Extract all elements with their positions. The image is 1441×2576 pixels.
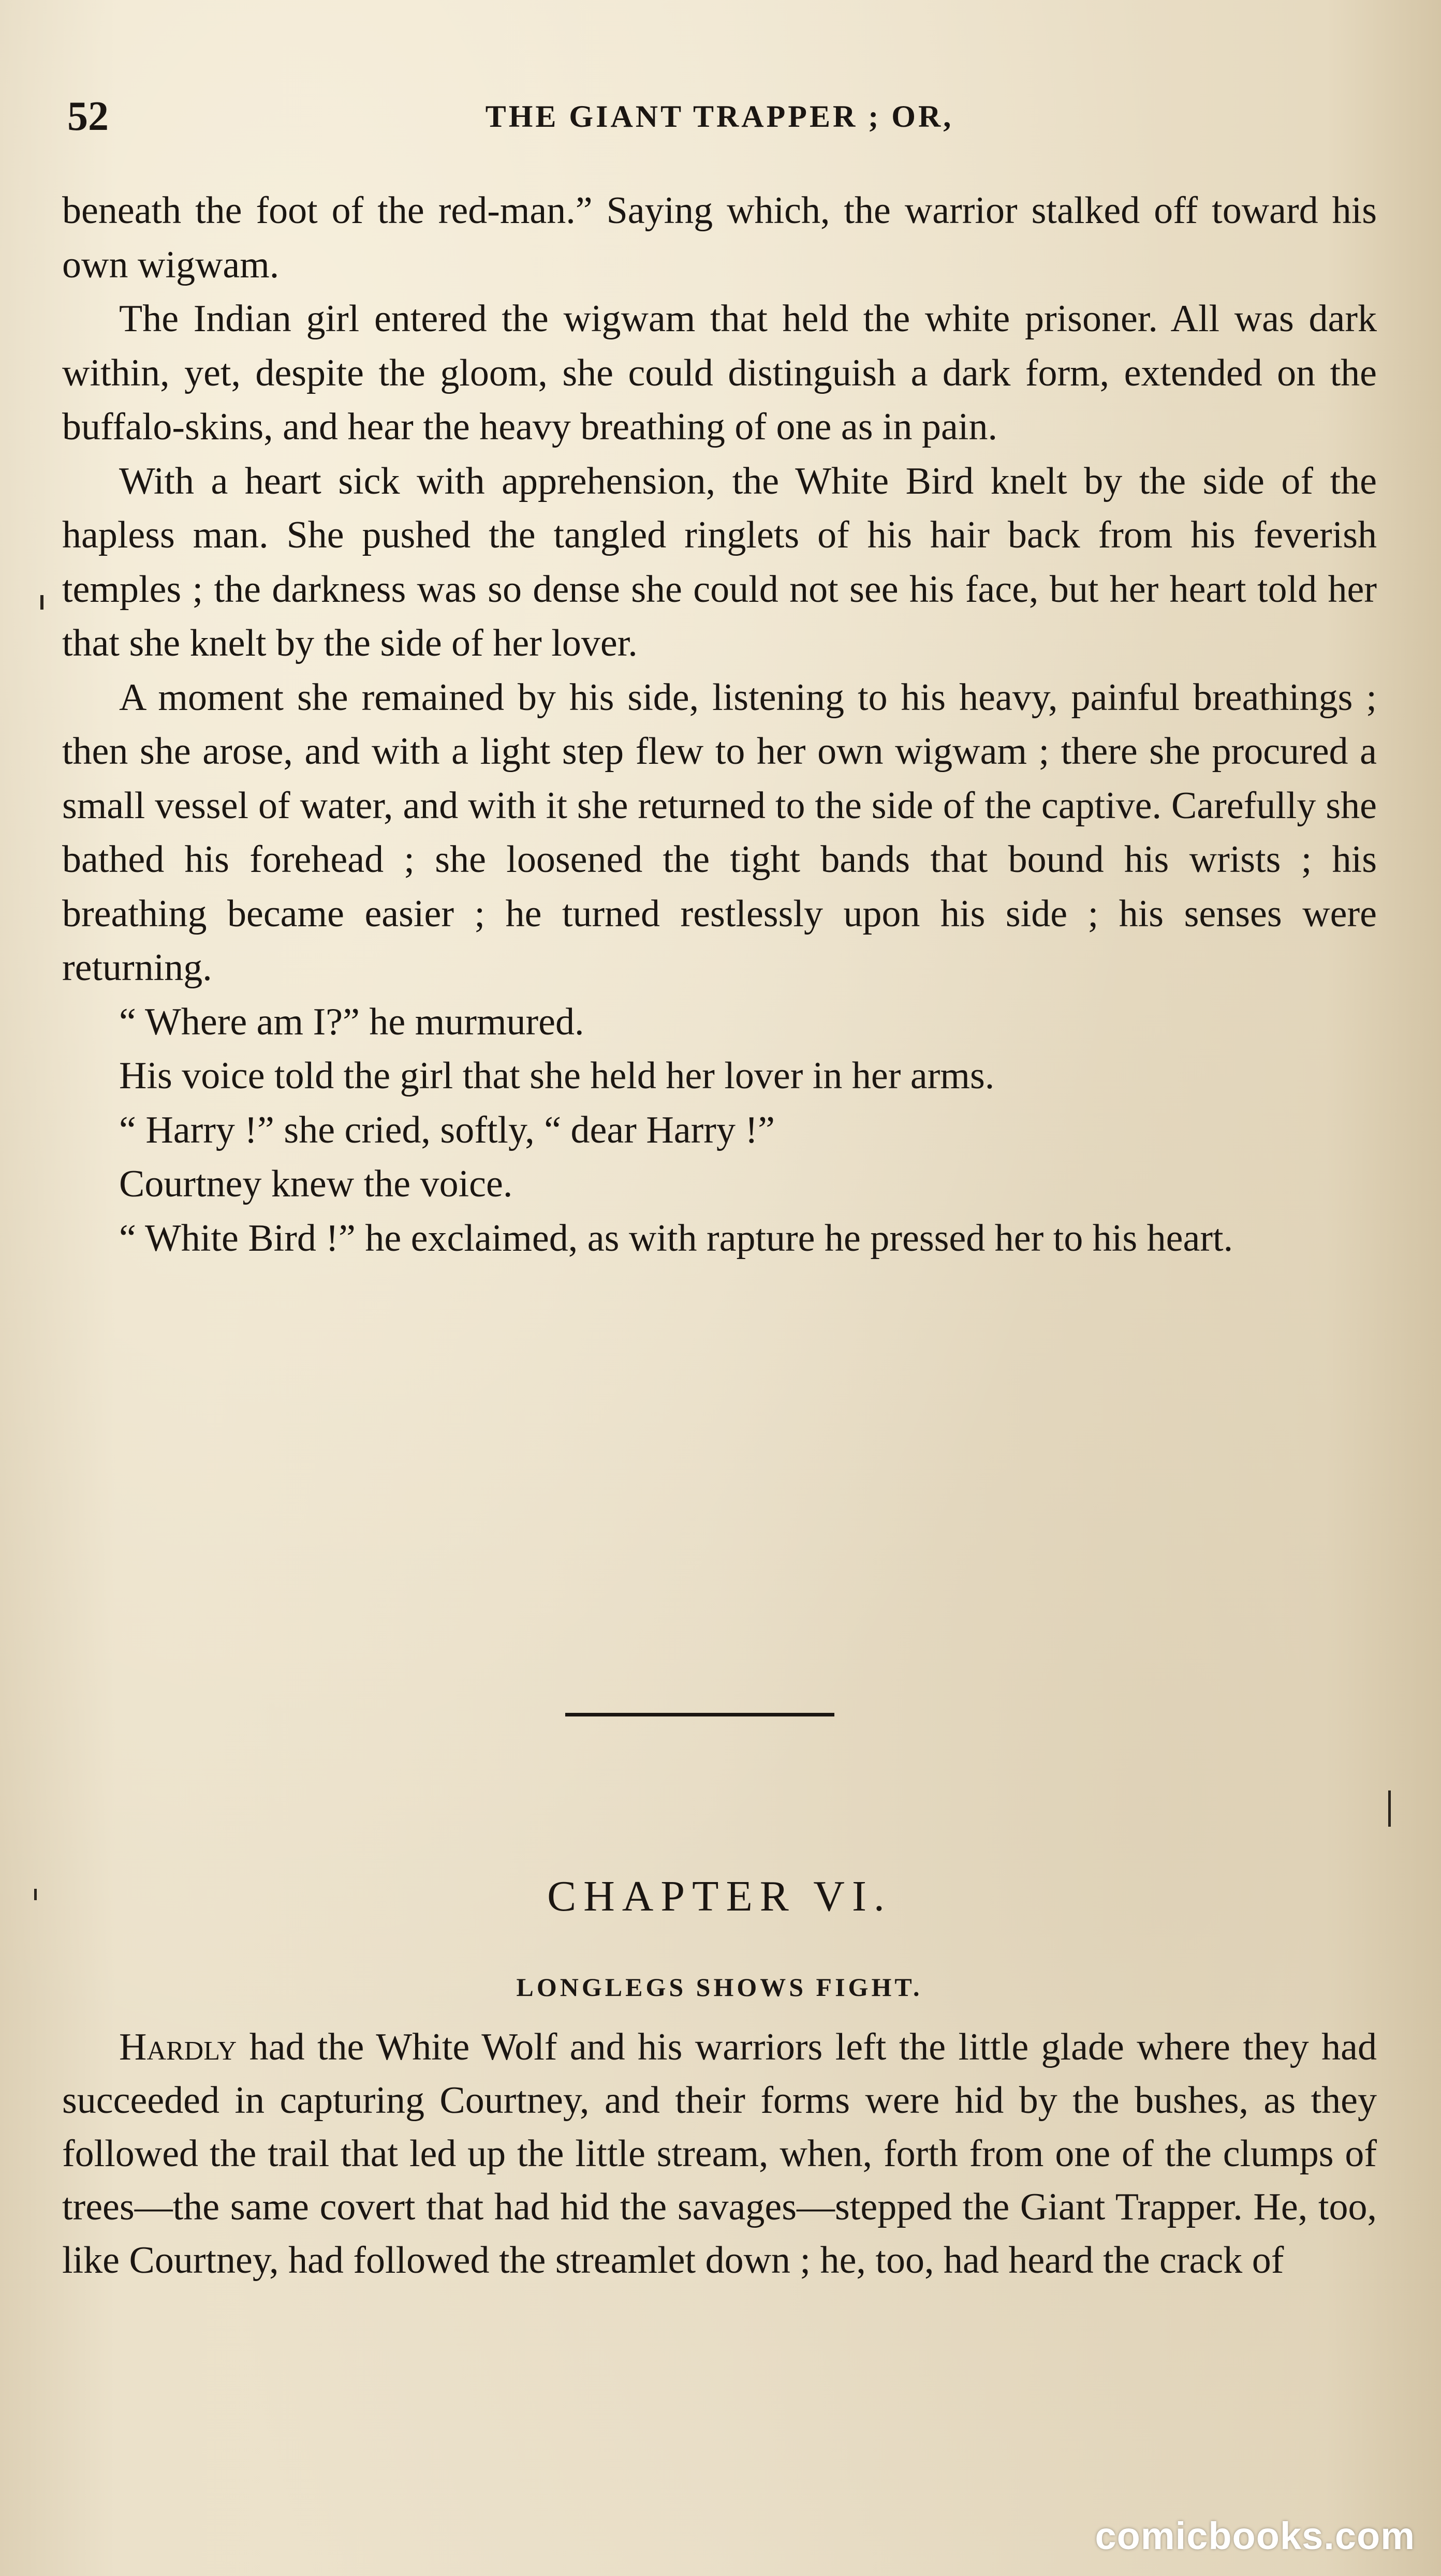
paragraph: With a heart sick with apprehension, the White Bird knelt by the side of the hapless man. She pushed the tangled ringlets of his hair back from his feverish temples ; the darkness was so dense she could not see his face, but her heart told her that she knelt by the side of her lover. (62, 460, 1377, 664)
chapter-subtitle: LONGLEGS SHOWS FIGHT. (516, 1973, 923, 2002)
chapter-opening-paragraph (62, 2021, 1377, 2287)
print-speck (34, 1889, 37, 1900)
print-speck (40, 595, 43, 610)
chapter-opening-word: Hardly (119, 2026, 237, 2068)
page-header (62, 88, 1377, 145)
body-text (62, 184, 1377, 1265)
paragraph: beneath the foot of the red-man.” Saying which, the warrior stalked off toward his own wigwam. (62, 189, 1377, 286)
print-speck (1388, 1790, 1391, 1827)
page-number: 52 (67, 94, 109, 139)
paragraph: His voice told the girl that she held her lover in her arms. (119, 1055, 995, 1097)
paragraph: “ White Bird !” he exclaimed, as with rapture he pressed her to his heart. (119, 1217, 1233, 1260)
chapter-title: CHAPTER VI. (547, 1872, 892, 1920)
paragraph: The Indian girl entered the wigwam that held the white prisoner. All was dark within, yet, despite the gloom, she could distinguish a dark form, extended on the buffalo-skins, and hear the heavy breathing of one as in pain. (62, 298, 1377, 448)
paragraph: “ Harry !” she cried, softly, “ dear Harry !” (119, 1108, 775, 1151)
running-head: THE GIANT TRAPPER ; OR, (485, 99, 954, 134)
section-divider-rule (565, 1713, 834, 1716)
chapter-opening-text: had the White Wolf and his warriors left the little glade where they had succeeded in capturing Courtney, and their forms were hid by the bushes, as they followed the trail that led up the little stream, when, forth from one of the clumps of trees—the same covert that had hid the savages—stepped the Giant Trapper. He, too, like Courtney, had followed the streamlet down ; he, too, had heard the crack of (62, 2026, 1377, 2282)
paragraph: “ Where am I?” he murmured. (119, 1000, 584, 1043)
chapter-text (62, 2021, 1377, 2287)
paragraph: A moment she remained by his side, listening to his heavy, painful breathings ; then she arose, and with a light step flew to her own wigwam ; there she procured a small vessel of water, and with it she returned to the side of the captive. Carefully she bathed his forehead ; she loosened the tight bands that bound his wrists ; his breathing became easier ; he turned restlessly upon his side ; his senses were returning. (62, 676, 1377, 989)
watermark: comicbooks.com (1095, 2514, 1415, 2557)
paragraph: Courtney knew the voice. (119, 1163, 513, 1205)
